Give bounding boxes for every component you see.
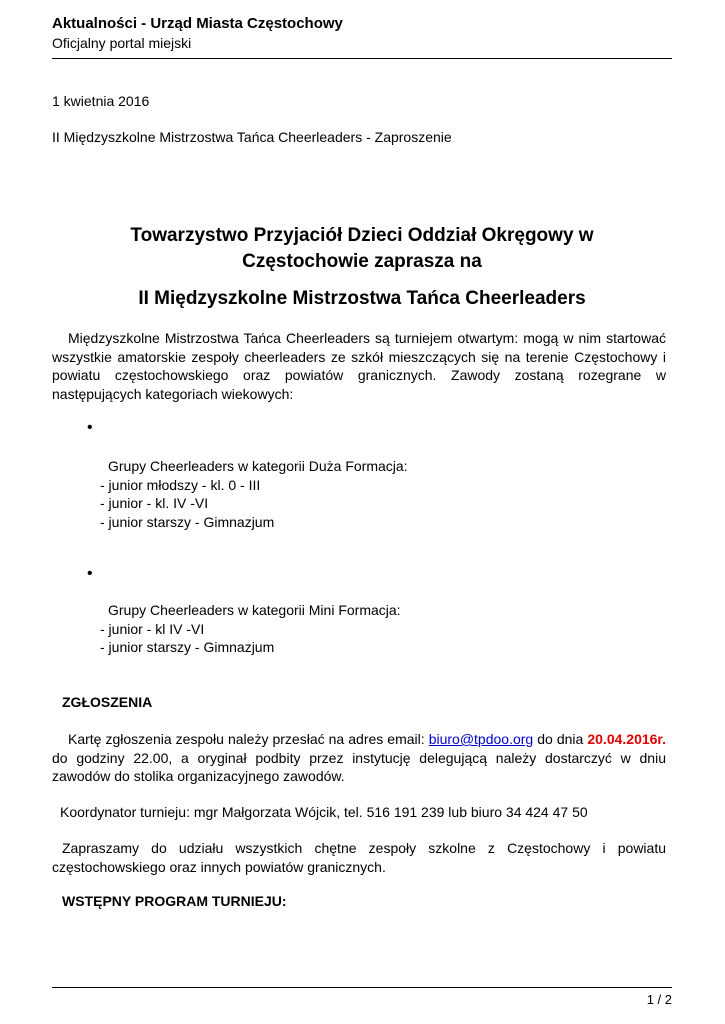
organizer-heading-line1: Towarzystwo Przyjaciół Dzieci Oddział Okręgowy w <box>130 225 594 246</box>
registration-text-1: Kartę zgłoszenia zespołu należy przesłać na adres email: <box>68 731 429 747</box>
category-duza-formacja <box>100 457 408 531</box>
category-item: - junior - kl. IV -VI <box>100 495 209 511</box>
organizer-heading-line2: Częstochowie zaprasza na <box>242 251 482 272</box>
header-divider <box>52 58 672 59</box>
registration-text-3: do godziny 22.00, a oryginał podbity przez instytucję delegującą należy dostarczyć w dniu zawodów do stolika organizacyjnego zawodów. <box>52 749 666 784</box>
event-heading: II Międzyszkolne Mistrzostwa Tańca Cheerleaders <box>138 288 586 309</box>
registration-heading: ZGŁOSZENIA <box>62 694 153 710</box>
page-header <box>52 14 672 52</box>
organizer-heading <box>52 223 672 275</box>
page-number: 1 / 2 <box>646 992 672 1007</box>
category-title: Grupy Cheerleaders w kategorii Mini Formacja: <box>108 602 401 618</box>
article-date: 1 kwietnia 2016 <box>52 93 150 109</box>
bullet-point: • <box>87 565 93 582</box>
site-subtitle: Oficjalny portal miejski <box>52 35 192 51</box>
article-title: II Międzyszkolne Mistrzostwa Tańca Cheerleaders - Zaproszenie <box>52 129 452 145</box>
email-link[interactable]: biuro@tpdoo.org <box>428 731 534 747</box>
coordinator-paragraph: Koordynator turnieju: mgr Małgorzata Wójcik, tel. 516 191 239 lub biuro 34 424 47 50 <box>60 804 588 820</box>
intro-paragraph: Międzyszkolne Mistrzostwa Tańca Cheerleaders są turniejem otwartym: mogą w nim startować wszystkie amatorskie zespoły cheerleaders ze szkół mieszczących się na terenie Częstochowy i powiatu częstochowskiego oraz powiatów granicznych. Zawody zostaną rozegrane w następujących kategoriach wiekowych: <box>52 330 666 402</box>
site-title: Aktualności - Urząd Miasta Częstochowy <box>52 15 343 32</box>
deadline-date: 20.04.2016r. <box>587 731 666 747</box>
category-item: - junior starszy - Gimnazjum <box>100 513 275 530</box>
category-mini-formacja <box>100 601 401 657</box>
footer-divider <box>52 987 672 988</box>
category-item: - junior starszy - Gimnazjum <box>100 639 275 655</box>
registration-paragraph <box>52 730 666 786</box>
category-item: - junior młodszy - kl. 0 - III <box>100 476 261 493</box>
category-title: Grupy Cheerleaders w kategorii Duża Formacja: <box>108 458 408 474</box>
program-heading: WSTĘPNY PROGRAM TURNIEJU: <box>62 893 287 909</box>
bullet-point: • <box>87 419 93 436</box>
invitation-paragraph: Zapraszamy do udziału wszystkich chętne zespoły szkolne z Częstochowy i powiatu częstochowskiego oraz innych powiatów granicznych. <box>52 840 666 875</box>
registration-text-2: do dnia <box>533 731 588 747</box>
category-item: - junior - kl IV -VI <box>100 620 205 637</box>
